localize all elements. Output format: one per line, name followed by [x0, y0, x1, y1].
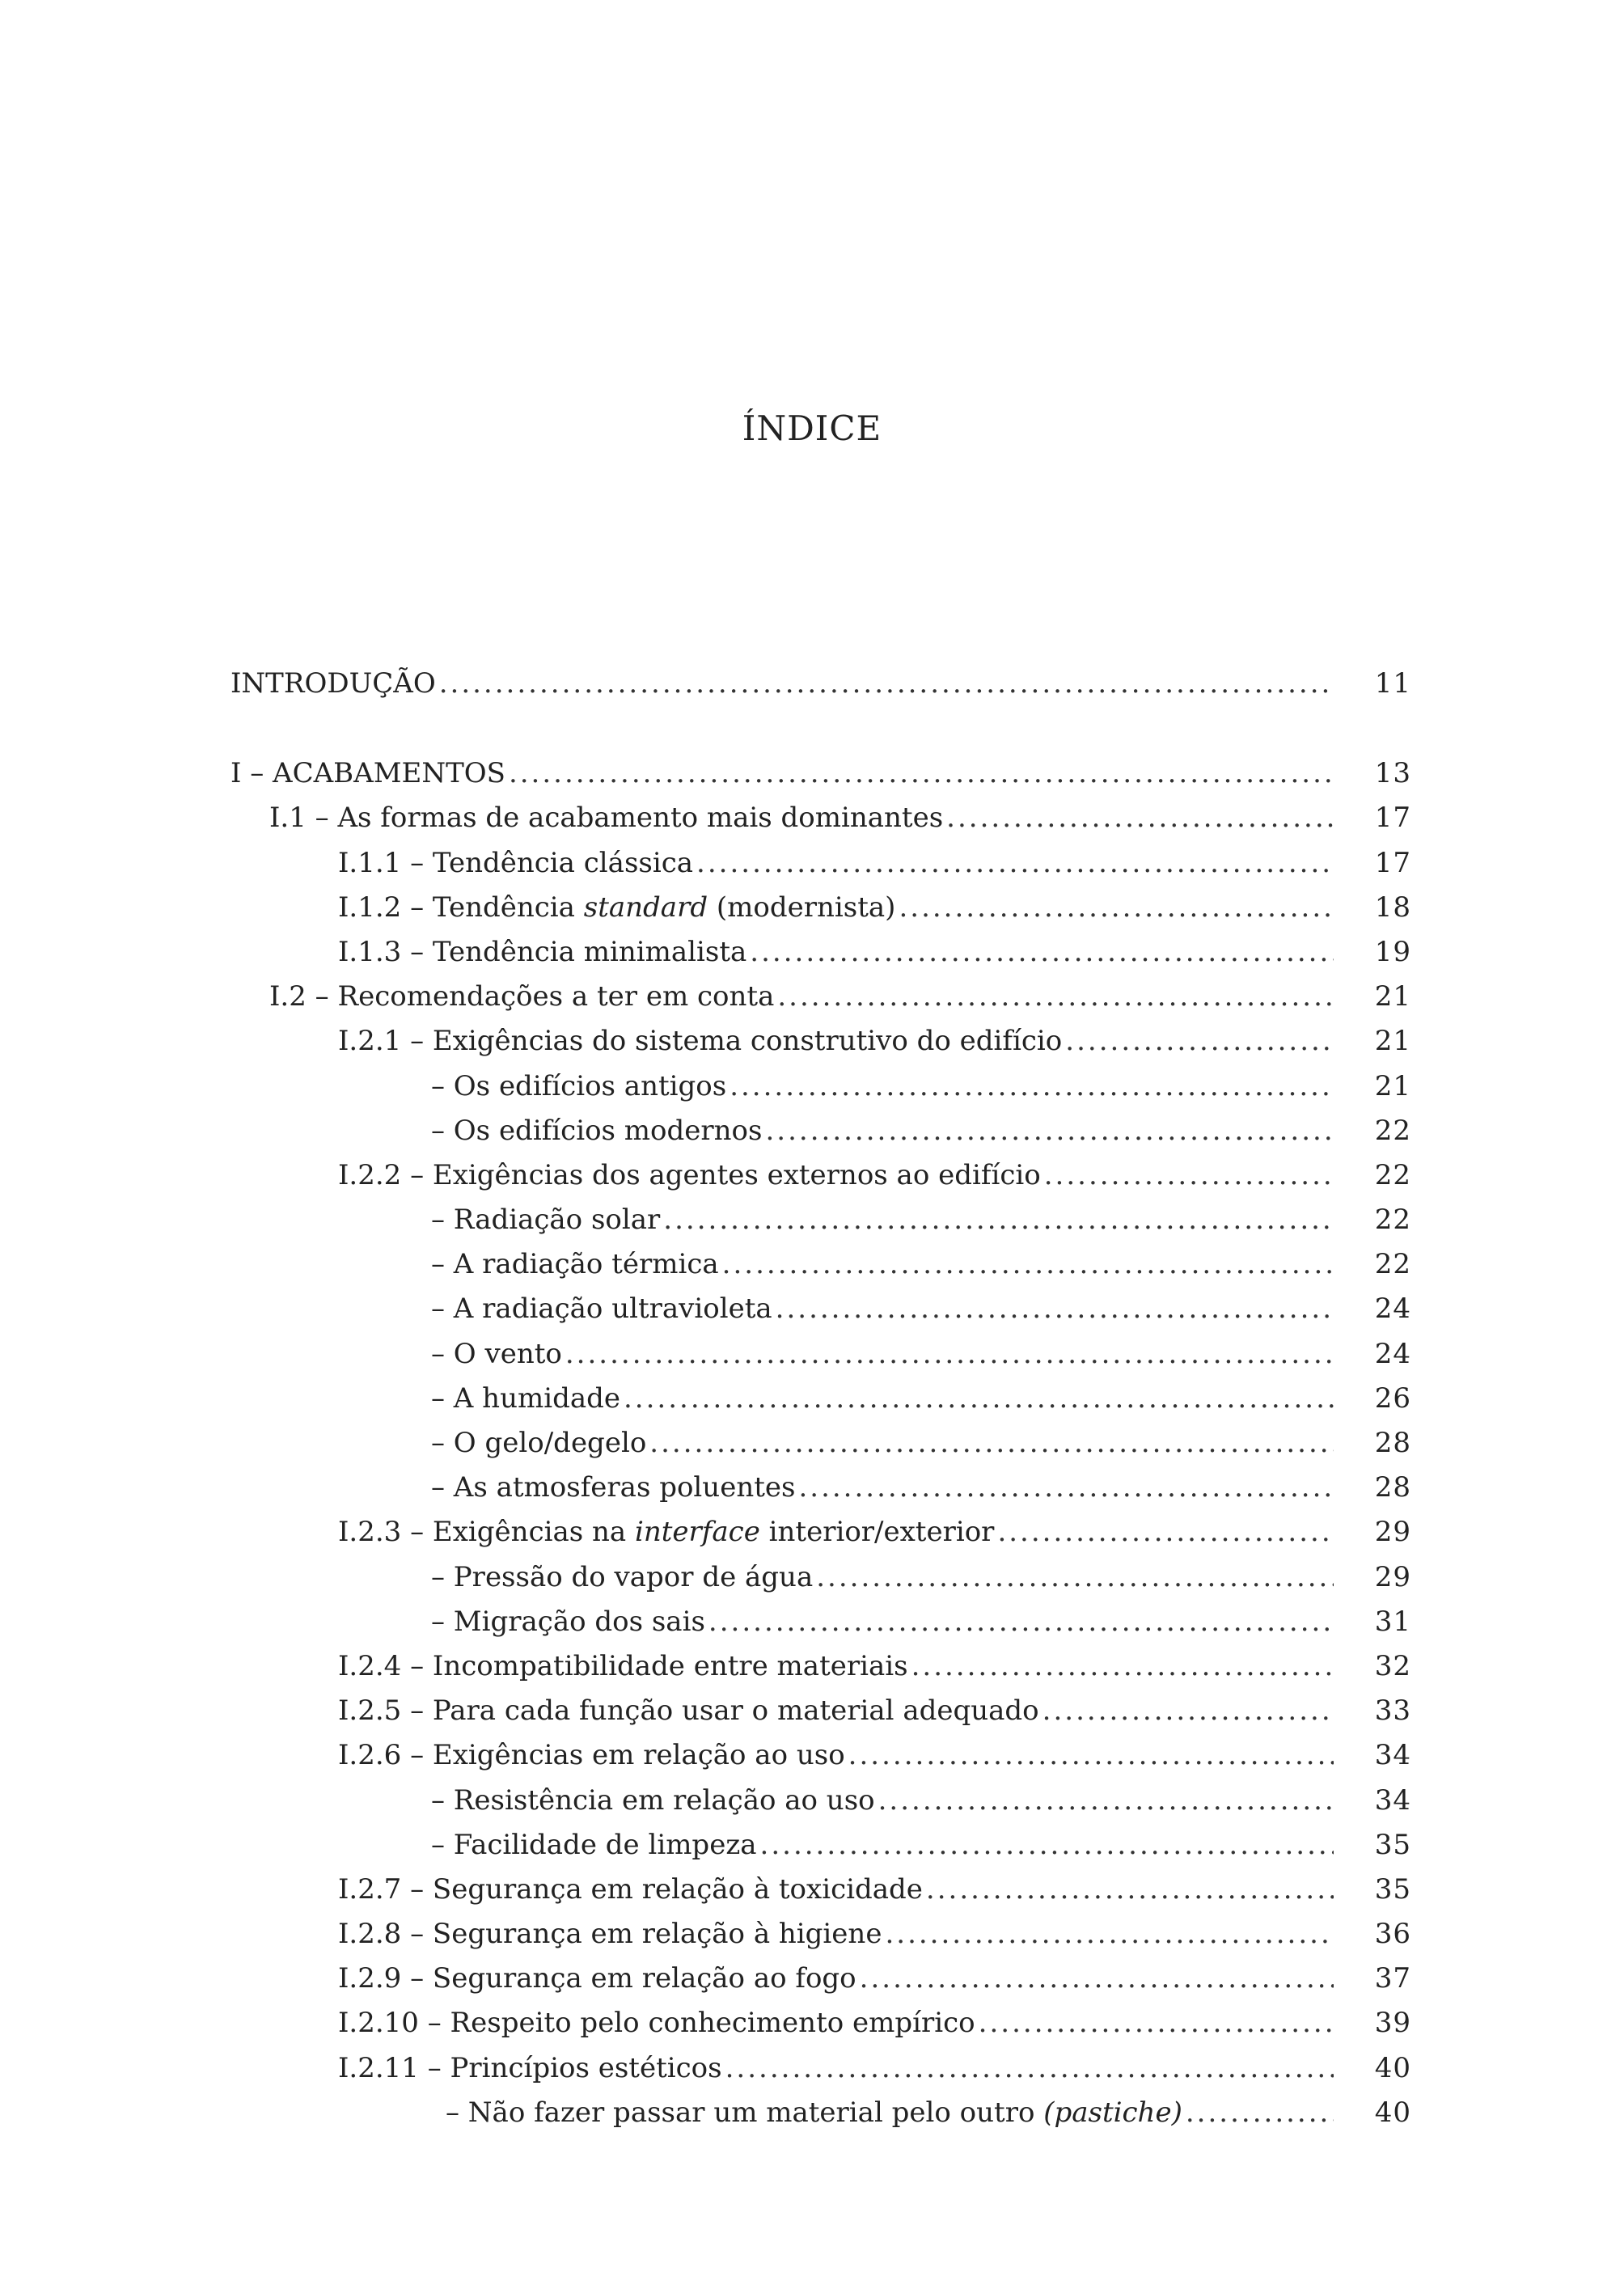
- toc-page-number: 35: [1374, 1872, 1411, 1906]
- toc-dot-leader: [816, 1555, 1334, 1600]
- toc-dot-leader: [777, 975, 1334, 1019]
- toc-entry-title-italic: (pastiche): [1043, 2096, 1182, 2129]
- toc-dot-leader: [649, 1421, 1334, 1466]
- toc-entry: [230, 1332, 1411, 1377]
- toc-dot-leader: [885, 1912, 1334, 1957]
- page-title: ÍNDICE: [742, 408, 882, 448]
- toc-dot-leader: [997, 1510, 1334, 1555]
- toc-page-number: 17: [1374, 846, 1411, 879]
- toc-page-number: 18: [1374, 891, 1411, 924]
- toc-entry: [230, 1109, 1411, 1153]
- toc-dot-leader: [439, 662, 1334, 706]
- toc-dot-leader: [979, 2001, 1334, 2046]
- toc-page-number: 21: [1374, 980, 1411, 1013]
- toc-page-number: 19: [1374, 935, 1411, 968]
- toc-entry: [230, 1600, 1411, 1644]
- toc-entry: [230, 1912, 1411, 1957]
- toc-dot-leader: [1186, 2091, 1334, 2135]
- toc-page-number: 29: [1374, 1560, 1411, 1593]
- toc-entry-title: – Radiação solar: [431, 1204, 661, 1237]
- toc-entry-title: I.2.11 – Princípios estéticos: [338, 2051, 722, 2084]
- toc-entry: [230, 1421, 1411, 1466]
- toc-entry-title: I.1.3 – Tendência minimalista: [338, 935, 747, 968]
- toc-entry-title: – Facilidade de limpeza: [431, 1828, 757, 1861]
- toc-entry-title: – A radiação ultravioleta: [431, 1292, 772, 1326]
- toc-entry: [230, 1868, 1411, 1912]
- toc-dot-leader: [725, 2046, 1334, 2091]
- toc-entry: [230, 1377, 1411, 1421]
- toc-dot-leader: [663, 1198, 1334, 1242]
- toc-dot-leader: [926, 1868, 1334, 1912]
- toc-page-number: 24: [1374, 1292, 1411, 1326]
- toc-entry-title: I.2.2 – Exigências dos agentes externos ao edifício: [338, 1158, 1041, 1191]
- toc-entry: [230, 1287, 1411, 1331]
- toc-dot-leader: [899, 886, 1334, 930]
- toc-page-number: 13: [1374, 757, 1411, 790]
- toc-entry-title-part: I.2.3 – Exigências na: [338, 1516, 635, 1549]
- toc-entry: [230, 751, 1411, 796]
- toc-dot-leader: [848, 1733, 1334, 1778]
- toc-dot-leader: [624, 1377, 1334, 1421]
- toc-entry-title: – As atmosferas poluentes: [431, 1471, 796, 1504]
- toc-entry-title: I.2.6 – Exigências em relação ao uso: [338, 1739, 845, 1772]
- toc-entry-title-part: (modernista): [708, 891, 896, 924]
- toc-entry-title: – Migração dos sais: [431, 1605, 705, 1638]
- toc-entry-title: I.1 – As formas de acabamento mais dominantes: [269, 802, 944, 835]
- toc-entry-title: – A humidade: [431, 1381, 620, 1415]
- toc-dot-leader: [760, 1823, 1334, 1868]
- toc-dot-leader: [1044, 1153, 1334, 1198]
- toc-entry: [230, 1466, 1411, 1510]
- toc-entry: [230, 1823, 1411, 1868]
- toc-page-number: 40: [1374, 2051, 1411, 2084]
- toc-entry-title: – Resistência em relação ao uso: [431, 1783, 875, 1817]
- toc-entry-title: I.2.1 – Exigências do sistema construtivo do edifício: [338, 1025, 1063, 1058]
- toc-entry-title: – Pressão do vapor de água: [431, 1560, 814, 1593]
- toc-dot-leader: [509, 751, 1334, 796]
- toc-page-number: 34: [1374, 1739, 1411, 1772]
- toc-page-number: 22: [1374, 1248, 1411, 1281]
- toc-entry: [230, 886, 1411, 930]
- toc-entry: [230, 1019, 1411, 1064]
- toc-entry: [230, 1510, 1411, 1555]
- toc-dot-leader: [946, 796, 1334, 840]
- toc-entry-title-part: I.1.2 – Tendência: [338, 891, 584, 924]
- toc-entry: [230, 1555, 1411, 1600]
- toc-dot-leader: [722, 1242, 1334, 1287]
- toc-page-number: 26: [1374, 1381, 1411, 1415]
- toc-dot-leader: [696, 841, 1334, 886]
- toc-dot-leader: [750, 930, 1334, 975]
- toc-page-number: 28: [1374, 1427, 1411, 1459]
- toc-entry: [230, 1644, 1411, 1689]
- toc-page-number: 39: [1374, 2007, 1411, 2040]
- toc-entry-title: – O gelo/degelo: [431, 1427, 647, 1459]
- toc-entry-title: I.1.1 – Tendência clássica: [338, 846, 694, 879]
- toc-entry-title: I.2.7 – Segurança em relação à toxicidade: [338, 1872, 923, 1906]
- toc-dot-leader: [1042, 1689, 1334, 1733]
- toc-page-number: 22: [1374, 1114, 1411, 1147]
- toc-entry-title: I.2.9 – Segurança em relação ao fogo: [338, 1962, 856, 1995]
- toc-entry-title-italic: interface: [635, 1516, 760, 1549]
- toc-dot-leader: [798, 1466, 1334, 1510]
- toc-entry: [230, 975, 1411, 1019]
- toc-entry-title: – Os edifícios modernos: [431, 1114, 763, 1147]
- toc-dot-leader: [765, 1109, 1334, 1153]
- toc-dot-leader: [1065, 1019, 1334, 1064]
- toc-entry-title-part: interior/exterior: [759, 1516, 995, 1549]
- toc-page-number: 24: [1374, 1337, 1411, 1370]
- table-of-contents: [230, 662, 1411, 2135]
- toc-entry: [230, 2091, 1411, 2135]
- toc-entry: [230, 1153, 1411, 1198]
- toc-entry-title-italic: standard: [583, 891, 708, 924]
- toc-entry-title: INTRODUÇÃO: [230, 667, 436, 700]
- toc-page-number: 33: [1374, 1694, 1411, 1728]
- toc-dot-leader: [878, 1779, 1334, 1823]
- toc-entry: [230, 930, 1411, 975]
- toc-entry-title-part: – Não fazer passar um material pelo outro: [446, 2096, 1044, 2129]
- toc-page-number: 31: [1374, 1605, 1411, 1638]
- toc-entry: [230, 662, 1411, 706]
- toc-page-number: 29: [1374, 1516, 1411, 1549]
- toc-entry: [230, 1689, 1411, 1733]
- toc-entry: [230, 1242, 1411, 1287]
- toc-entry-title: – O vento: [431, 1337, 562, 1370]
- toc-page-number: 37: [1374, 1962, 1411, 1995]
- toc-dot-leader: [708, 1600, 1334, 1644]
- toc-entry-title: [338, 886, 895, 930]
- toc-entry: [230, 841, 1411, 886]
- toc-page-number: 22: [1374, 1204, 1411, 1237]
- toc-entry-title: – Os edifícios antigos: [431, 1069, 727, 1102]
- toc-page-number: 34: [1374, 1783, 1411, 1817]
- toc-page-number: 40: [1374, 2096, 1411, 2129]
- toc-page-number: 22: [1374, 1158, 1411, 1191]
- toc-entry: [230, 2046, 1411, 2091]
- toc-page-number: 21: [1374, 1069, 1411, 1102]
- toc-entry-title: I.2.10 – Respeito pelo conhecimento empírico: [338, 2007, 975, 2040]
- toc-dot-leader: [730, 1064, 1334, 1109]
- toc-page-number: 36: [1374, 1918, 1411, 1951]
- toc-entry-title: I.2.8 – Segurança em relação à higiene: [338, 1918, 882, 1951]
- toc-entry: [230, 1779, 1411, 1823]
- toc-entry-title: I – ACABAMENTOS: [230, 757, 505, 790]
- toc-entry: [230, 1957, 1411, 2001]
- toc-dot-leader: [911, 1644, 1334, 1689]
- toc-entry-title: – A radiação térmica: [431, 1248, 719, 1281]
- toc-dot-leader: [565, 1332, 1334, 1377]
- toc-page-number: 21: [1374, 1025, 1411, 1058]
- toc-entry: [230, 1064, 1411, 1109]
- toc-entry: [230, 1733, 1411, 1778]
- toc-entry: [230, 796, 1411, 840]
- toc-page-number: 17: [1374, 802, 1411, 835]
- toc-dot-leader: [860, 1957, 1334, 2001]
- toc-dot-leader: [776, 1287, 1334, 1331]
- toc-page-number: 32: [1374, 1649, 1411, 1682]
- toc-entry-title: [446, 2091, 1182, 2135]
- toc-entry: [230, 2001, 1411, 2046]
- toc-entry-title: I.2 – Recomendações a ter em conta: [269, 980, 775, 1013]
- toc-entry-title: I.2.5 – Para cada função usar o material adequado: [338, 1694, 1039, 1728]
- toc-page-number: 35: [1374, 1828, 1411, 1861]
- toc-page-number: 11: [1374, 667, 1411, 700]
- toc-entry: [230, 1198, 1411, 1242]
- toc-entry-title: I.2.4 – Incompatibilidade entre materiais: [338, 1649, 908, 1682]
- toc-entry-title: [338, 1510, 994, 1555]
- toc-page-number: 28: [1374, 1471, 1411, 1504]
